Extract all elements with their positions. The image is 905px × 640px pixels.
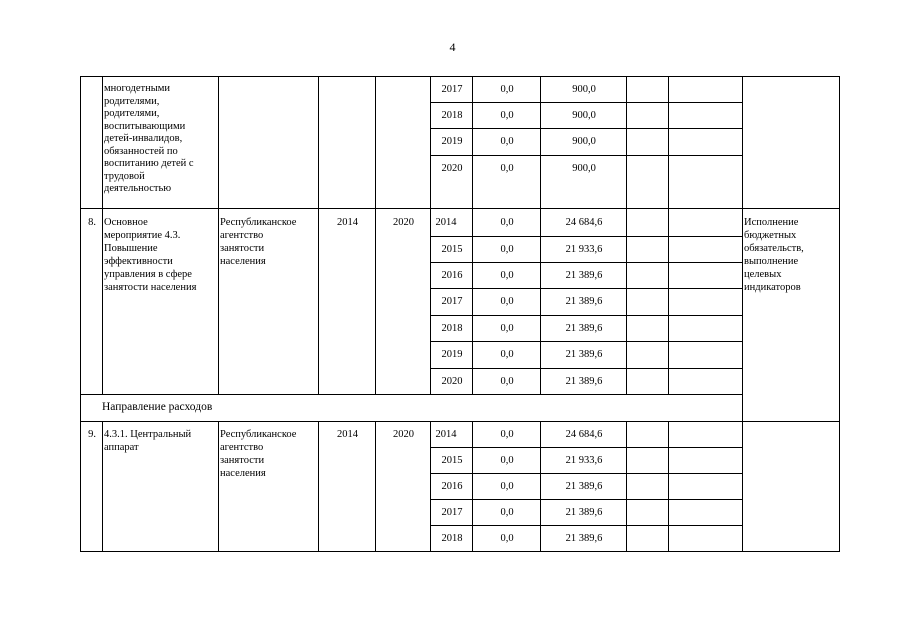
value-cell: 900,0 [572,84,596,95]
row-number: 9. [88,429,96,440]
value-cell: 0,0 [500,136,514,147]
year-cell: 2020 [441,163,463,174]
row-number: 8. [88,217,96,228]
column-divider [540,76,541,394]
value-cell: 0,0 [500,323,514,334]
value-cell: 0,0 [500,376,514,387]
column-divider [318,76,319,394]
year-cell: 2015 [441,244,463,255]
row-divider [430,262,743,263]
value-cell: 0,0 [500,270,514,281]
value-cell: 0,0 [500,429,514,440]
column-divider [375,422,376,552]
column-divider [102,422,103,552]
year-cell: 2019 [441,136,463,147]
value-cell: 21 389,6 [565,323,603,334]
value-cell: 24 684,6 [565,217,603,228]
column-divider [742,76,743,552]
year-cell: 2019 [441,349,463,360]
year-cell: 2015 [441,455,463,466]
value-cell: 0,0 [500,533,514,544]
row-divider [430,368,743,369]
row-divider [430,315,743,316]
row-divider [430,128,743,129]
value-cell: 0,0 [500,217,514,228]
year-cell: 2016 [441,270,463,281]
row-divider [430,236,743,237]
row-divider [430,102,743,103]
year-cell: 2016 [441,481,463,492]
value-cell: 0,0 [500,296,514,307]
activity-name: 4.3.1. Центральный аппарат [104,429,192,453]
end-year: 2020 [393,217,414,228]
column-divider [430,76,431,394]
column-divider [668,76,669,394]
row-divider [430,288,743,289]
table-border-top [80,76,840,77]
row-divider [430,525,743,526]
value-cell: 21 389,6 [565,481,603,492]
value-cell: 21 389,6 [565,349,603,360]
column-divider [318,422,319,552]
year-cell: 2017 [441,84,463,95]
value-cell: 24 684,6 [565,429,603,440]
year-cell: 2020 [441,376,463,387]
value-cell: 0,0 [500,163,514,174]
value-cell: 0,0 [500,110,514,121]
row-divider [430,499,743,500]
row-divider [80,208,840,209]
value-cell: 21 389,6 [565,533,603,544]
year-cell: 2018 [441,110,463,121]
column-divider [472,422,473,552]
value-cell: 0,0 [500,507,514,518]
start-year: 2014 [337,217,358,228]
table-border-right [839,76,840,552]
value-cell: 21 389,6 [565,270,603,281]
column-divider [626,422,627,552]
value-cell: 21 933,6 [565,244,603,255]
row-divider [430,341,743,342]
column-divider [375,76,376,394]
year-cell: 2017 [441,507,463,518]
end-year: 2020 [393,429,414,440]
row-divider [430,447,743,448]
row-divider [80,421,840,422]
table-border-bottom [80,551,840,552]
value-cell: 900,0 [572,136,596,147]
year-cell: 2018 [441,323,463,334]
value-cell: 21 389,6 [565,296,603,307]
value-cell: 0,0 [500,244,514,255]
column-divider [472,76,473,394]
row-divider [80,394,743,395]
value-cell: 21 389,6 [565,376,603,387]
start-year: 2014 [337,429,358,440]
value-cell: 900,0 [572,110,596,121]
section-title: Направление расходов [102,401,213,413]
column-divider [540,422,541,552]
expected-result: Исполнение бюджетных обязательств, выполнение целевых индикаторов [744,217,804,293]
value-cell: 900,0 [572,163,596,174]
value-cell: 0,0 [500,349,514,360]
table-border-left [80,76,81,552]
year-cell: 2014 [435,217,457,228]
year-cell: 2018 [441,533,463,544]
activity-name: Основное мероприятие 4.3. Повышение эффективности управления в сфере занятости населения [104,217,197,293]
executor: Республиканское агентство занятости населения [220,217,297,267]
column-divider [218,422,219,552]
column-divider [626,76,627,394]
value-cell: 21 933,6 [565,455,603,466]
row-divider [430,155,743,156]
value-cell: 0,0 [500,84,514,95]
value-cell: 21 389,6 [565,507,603,518]
activity-name: многодетными родителями, родителями, воспитывающими детей-инвалидов, обязанностей по воспитанию детей с трудовой деятельностью [104,83,194,194]
value-cell: 0,0 [500,455,514,466]
year-cell: 2014 [435,429,457,440]
page-number: 4 [449,40,456,54]
column-divider [668,422,669,552]
column-divider [102,76,103,394]
row-divider [430,473,743,474]
column-divider [218,76,219,394]
column-divider [430,422,431,552]
executor: Республиканское агентство занятости населения [220,429,297,479]
year-cell: 2017 [441,296,463,307]
value-cell: 0,0 [500,481,514,492]
